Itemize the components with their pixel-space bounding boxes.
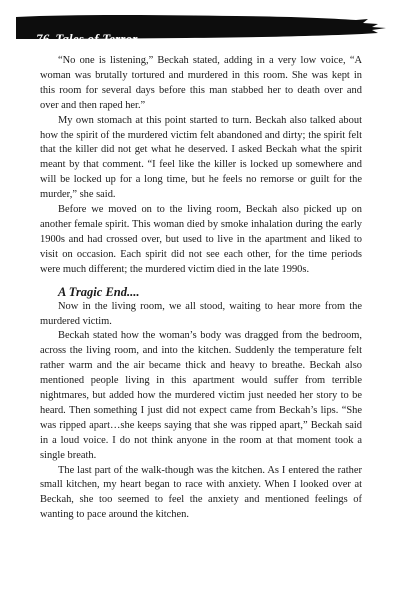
paragraph: “No one is listening,” Beckah stated, adding in a very low voice, “A woman was brutally tortured and murdered in this room. She was kept in this room for several days before this man stabbed her to death over and over and then raped her.” <box>40 55 362 111</box>
paragraph: Beckah stated how the woman’s body was dragged from the bedroom, across the living room, and into the kitchen. Suddenly the temperature felt rather warm and the air became thick and heavy to breathe. Beckah also mentioned people living in this apartment would suffer from terrible nightmares, but added how the murdered victim just needed her story to be heard. Then something I just did not expect came from Beckah’s lips. “She was ripped apart…she keeps saying that she was ripped apart,” Beckah said in a loud voice. I do not think anyone in the room at that moment took a single breath. <box>40 330 362 461</box>
page-body <box>40 54 362 523</box>
running-head <box>36 31 138 47</box>
paragraph: Before we moved on to the living room, Beckah also picked up on another female spirit. This woman died by smoke inhalation during the early 1900s and had crossed over, but used to live in the apartment and liked to visit on occasion. Each spirit did not see each other, for the time periods were much different; the murdered victim died in the late 1990s. <box>40 204 362 275</box>
book-title: Tales of Terror <box>55 31 138 46</box>
page-number: 76 <box>36 31 50 46</box>
running-head-banner <box>16 14 386 46</box>
paragraph: The last part of the walk-though was the kitchen. As I entered the rather small kitchen, my heart began to race with anxiety. When I looked over at Beckah, she too seemed to feel the anxiety and mentioned feelings of wanting to pace around the kitchen. <box>40 464 362 521</box>
paragraph: My own stomach at this point started to turn. Beckah also talked about how the spirit of the murdered victim felt abandoned and dirty; the spirit felt that the killer did not get what he deserved. I asked Beckah what the spirit meant by that comment. “I feel like the killer is locked up somewhere and will be locked up for a long time, but he feels no remorse or guilt for the murder,” she said. <box>40 114 362 201</box>
paragraph: Now in the living room, we all stood, waiting to hear more from the murdered victim. <box>40 300 362 327</box>
section-heading: A Tragic End.... <box>58 284 140 299</box>
